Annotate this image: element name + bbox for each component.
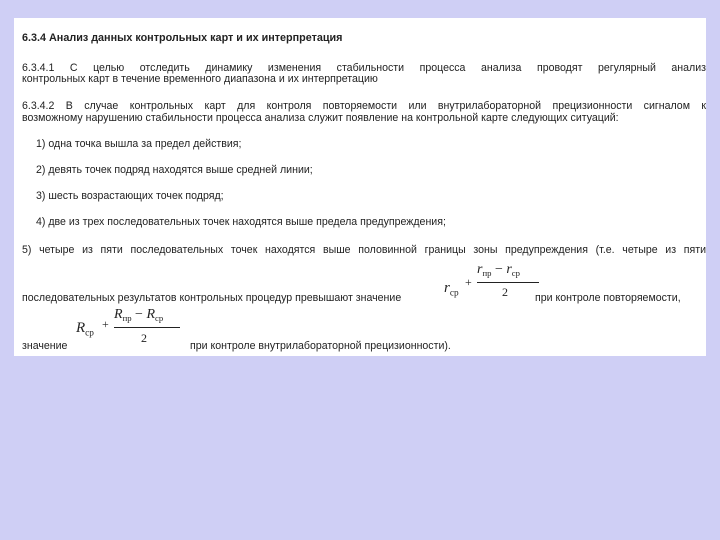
document-page [14,18,706,356]
paragraph-6-3-4-1-line-2: контрольных карт в течение временного диапазона и их интерпретацию [22,73,378,85]
list-item-5-line-3-end: при контроле внутрилабораторной прецизионности). [190,340,451,352]
formula-2-plus: + [102,317,109,331]
list-item-5-line-1: 5) четыре из пяти последовательных точек находятся выше половинной границы зоны предупреждения (т.е. четыре из пяти [22,244,706,256]
formula-1-plus: + [465,275,472,289]
formula-1-numerator: $r_{пр} - r_{ср}$ [477,262,520,279]
formula-2-numerator: $R_{пр} - R_{ср}$ [114,307,164,324]
formula-2-fraction-bar [114,327,180,328]
list-item-5-line-3-start: значение [22,340,68,352]
list-item-4: 4) две из трех последовательных точек находятся выше предела предупреждения; [36,216,446,228]
list-item-1: 1) одна точка вышла за предел действия; [36,138,242,150]
list-item-5-line-2-start: последовательных результатов контрольных процедур превышают значение [22,292,402,304]
formula-2-base-term: $R_{ср}$ [76,320,94,339]
list-item-2: 2) девять точек подряд находятся выше средней линии; [36,164,313,176]
list-item-3: 3) шесть возрастающих точек подряд; [36,190,224,202]
paragraph-6-3-4-1-line-1: 6.3.4.1 С целью отследить динамику изменения стабильности процесса анализа проводят регулярный анализ [22,62,706,74]
list-item-5-line-2-end: при контроле повторяемости, [535,292,681,304]
paragraph-6-3-4-2-line-1: 6.3.4.2 В случае контрольных карт для контроля повторяемости или внутрилабораторной прецизионности сигналом к [22,100,706,112]
formula-2-denominator: 2 [141,331,147,345]
formula-1-base-term: $r_{ср}$ [444,280,459,299]
formula-1-fraction-bar [477,282,539,283]
paragraph-6-3-4-2-line-2: возможному нарушению стабильности процесса анализа служит появление на контрольной карте следующих ситуаций: [22,112,619,124]
section-heading: 6.3.4 Анализ данных контрольных карт и их интерпретация [22,32,343,44]
formula-1-denominator: 2 [502,285,508,299]
